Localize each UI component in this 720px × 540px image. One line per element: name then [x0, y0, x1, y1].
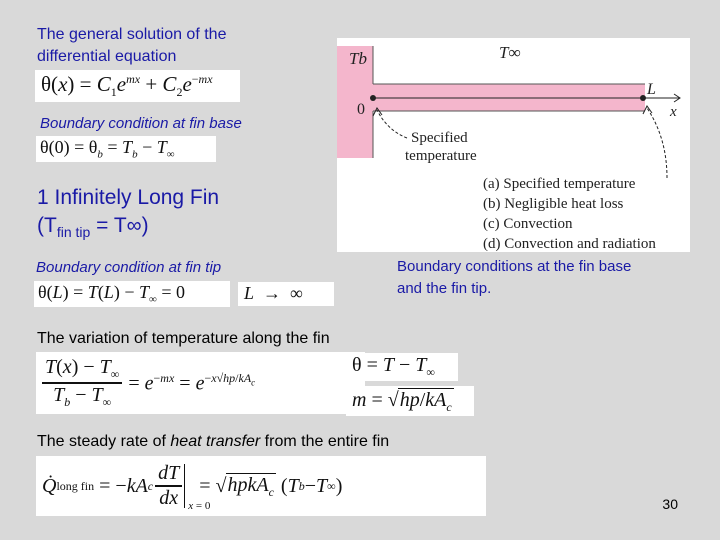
fin-tip-point: [640, 95, 646, 101]
case-title-sub: fin tip: [56, 224, 91, 241]
heat-transfer-heading: [37, 433, 389, 451]
tb-label: Tb: [349, 49, 367, 68]
slide-number: 30: [662, 496, 678, 512]
case-title-line2: [37, 214, 149, 240]
option-a: (a) Specified temperature: [483, 176, 636, 192]
bc-base-equation: $\theta(0) = \theta_b = T_b - T_\infty$: [36, 136, 216, 162]
specified-line1: Specified: [411, 130, 468, 146]
case-title-suffix: = T∞): [90, 214, 149, 237]
fin-base-point: [370, 95, 376, 101]
tinf-label: T∞: [499, 43, 521, 62]
case-title-prefix: (T: [37, 214, 57, 237]
bc-tip-label: Boundary condition at fin tip: [36, 259, 222, 276]
zero-label: 0: [357, 101, 365, 118]
heat-transfer-equation: Q̇ long fin = − kA c $\frac{dT}{dx}$ x = 0 = √ hpkA$_c$ ( T b − T ∞ ): [36, 456, 486, 516]
x-label: x: [670, 104, 677, 120]
heat-transfer-prefix: The steady rate of: [37, 433, 171, 450]
figure-caption: Boundary conditions at the fin base and the fin tip.: [397, 258, 632, 297]
theta-definition: $\theta = T - T_\infty$: [346, 353, 458, 381]
bc-tip-equation: $\theta(L) = T(L) - T_\infty = 0$: [34, 281, 230, 307]
bc-base-label: Boundary condition at fin base: [40, 115, 242, 132]
general-solution-heading: The general solution of the differential equation: [37, 26, 227, 65]
L-label: L: [647, 81, 656, 98]
bc-tip-limit: L → ∞: [238, 282, 334, 306]
general-solution-equation-text: $\theta(x) = C_1e^{mx} + C_2e^{-mx}$: [41, 72, 213, 100]
option-d: (d) Convection and radiation: [483, 236, 656, 252]
heat-transfer-emphasis: heat transfer: [170, 433, 261, 450]
case-title-line1: 1 Infinitely Long Fin: [37, 186, 220, 209]
variation-fraction: $\frac{T(x) - T_\infty}{T_b - T_\infty}$: [42, 356, 122, 410]
fin-boundary-figure: [337, 38, 690, 252]
option-c: (c) Convection: [483, 216, 573, 232]
heat-transfer-suffix: from the entire fin: [260, 433, 390, 450]
variation-equation: $\frac{T(x) - T_\infty}{T_b - T_\infty}$ = $e^{-mx} = e^{-x√hp/kA_c}$: [36, 352, 365, 414]
specified-line2: temperature: [405, 148, 477, 164]
option-b: (b) Negligible heat loss: [483, 196, 624, 212]
m-definition: $m = √hp/kA_c$: [346, 386, 474, 416]
variation-heading: The variation of temperature along the fin: [37, 330, 330, 347]
general-solution-equation: [35, 70, 240, 102]
